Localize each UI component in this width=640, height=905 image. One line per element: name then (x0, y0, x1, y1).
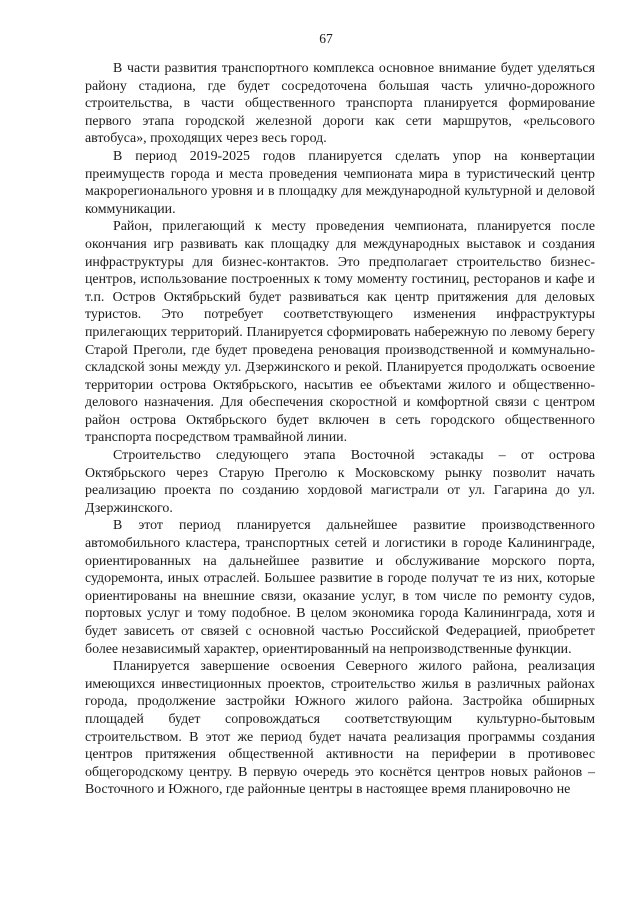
paragraph-period-2019-2025: В период 2019-2025 годов планируется сделать упор на конвертации преимуществ города и места проведения чемпионата мира в туристический центр макрорегионального уровня и в площадку для международной культурной и деловой коммуникации. (85, 148, 595, 217)
paragraph-eastern-overpass: Строительство следующего этапа Восточной эстакады – от острова Октябрьского через Старую Преголю к Московскому рынку позволит начать реализацию проекта по созданию хордовой магистрали от ул. Гагарина до ул. Дзержинского. (85, 448, 595, 516)
paragraph-stadium-district: Район, прилегающий к месту проведения чемпионата, планируется после окончания игр развивать как площадку для международных выставок и создания инфраструктуры для бизнес-контактов. Это предполагает строительство бизнес-центров, использование построенных к тому моменту гостиниц, ресторанов и кафе и т.п. Остров Октябрьский будет развиваться как центр притяжения для деловых туристов. Это потребует соответствующего изменения инфраструктуры прилегающих территорий. Планируется сформировать набережную по левому берегу Старой Преголи, где будет проведена реновация производственной и коммунально-складской зоны между ул. Дзержинского и рекой. Планируется продолжать освоение территории острова Октябрьского, насытив ее объектами жилого и общественно-делового назначения. Для обеспечения скоростной и комфортной связи с центром район острова Октябрьского будет включен в сеть городского общественного транспорта посредством трамвайной линии. (85, 219, 595, 446)
paragraph-residential-districts: Планируется завершение освоения Северного жилого района, реализация имеющихся инвестиционных проектов, строительство жилья в различных районах города, продолжение застройки Южного жилого района. Застройка обширных площадей будет сопровождаться соответствующим культурно-бытовым строительством. В этот же период будет начата реализация программы создания центров притяжения общественной активности на периферии в противовес общегородскому центру. В первую очередь это коснётся центров новых районов – Восточного и Южного, где районные центры в настоящее время планировочно не (85, 659, 595, 798)
paragraph-industrial-development: В этот период планируется дальнейшее развитие производственного автомобильного кластера, транспортных сетей и логистики в городе Калининграде, ориентированных на дальнейшее развитие и обслуживание морского порта, судоремонта, иных отраслей. Большее развитие в городе получат те из них, которые ориентированы на внешние связи, оказание услуг, в том числе по ремонту судов, портовых услуг и тому подобное. В целом экономика города Калининграда, хотя и будет зависеть от связей с основной частью Российской Федерацией, приобретет более независимый характер, ориентированный на непроизводственные функции. (85, 518, 595, 657)
document-body (85, 60, 595, 799)
paragraph-transport: В части развития транспортного комплекса основное внимание будет уделяться району стадиона, где будет сосредоточена большая часть улично-дорожного строительства, в части общественного транспорта планируется формирование первого этапа городской железной дороги как сети маршрутов, «рельсового автобуса», проходящих через весь город. (85, 61, 595, 147)
page-number: 67 (319, 31, 333, 46)
